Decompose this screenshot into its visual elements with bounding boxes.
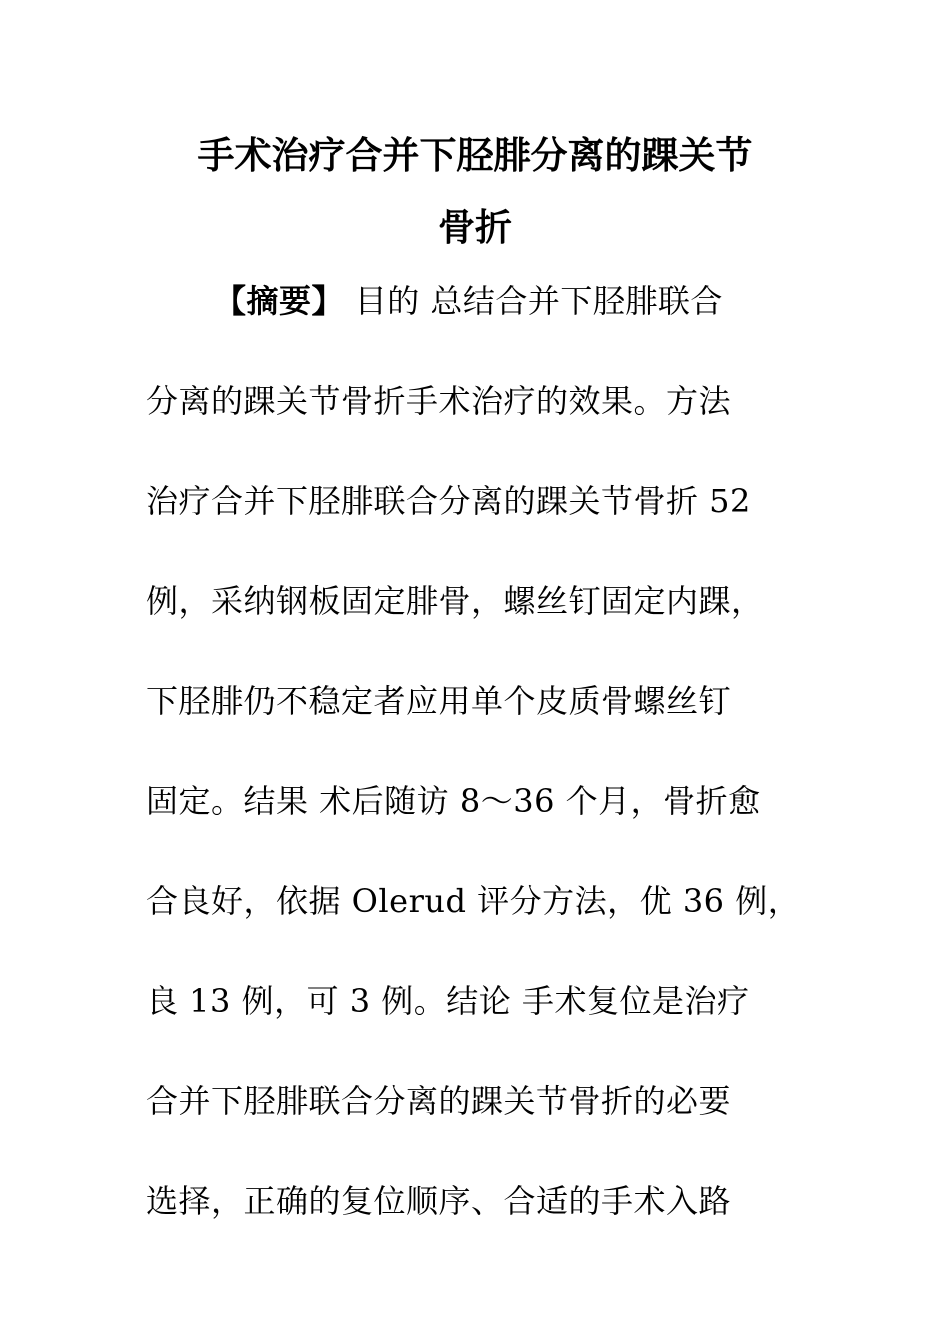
abstract-text-line-3: 治疗合并下胫腓联合分离的踝关节骨折 52 xyxy=(146,482,751,520)
abstract-text-line-5: 下胫腓仍不稳定者应用单个皮质骨螺丝钉 xyxy=(146,682,732,720)
abstract-label: 【摘要】 xyxy=(214,282,345,320)
abstract-first-line xyxy=(214,281,723,321)
abstract-text-line-7: 合良好，依据 Olerud 评分方法，优 36 例， xyxy=(146,882,801,920)
document-title-line-2: 骨折 xyxy=(438,205,512,249)
abstract-text-line-4: 例，采纳钢板固定腓骨，螺丝钉固定内踝， xyxy=(146,582,764,620)
abstract-text-line-10: 选择，正确的复位顺序、合适的手术入路 xyxy=(146,1182,732,1220)
abstract-text-line-1: 目的 总结合并下胫腓联合 xyxy=(344,282,723,320)
document-title-line-1: 手术治疗合并下胫腓分离的踝关节 xyxy=(197,133,753,177)
abstract-text-line-9: 合并下胫腓联合分离的踝关节骨折的必要 xyxy=(146,1082,732,1120)
abstract-text-line-8: 良 13 例，可 3 例。结论 手术复位是治疗 xyxy=(146,982,750,1020)
abstract-text-line-2: 分离的踝关节骨折手术治疗的效果。方法 xyxy=(146,382,732,420)
abstract-text-line-6: 固定。结果 术后随访 8～36 个月，骨折愈 xyxy=(146,782,761,820)
